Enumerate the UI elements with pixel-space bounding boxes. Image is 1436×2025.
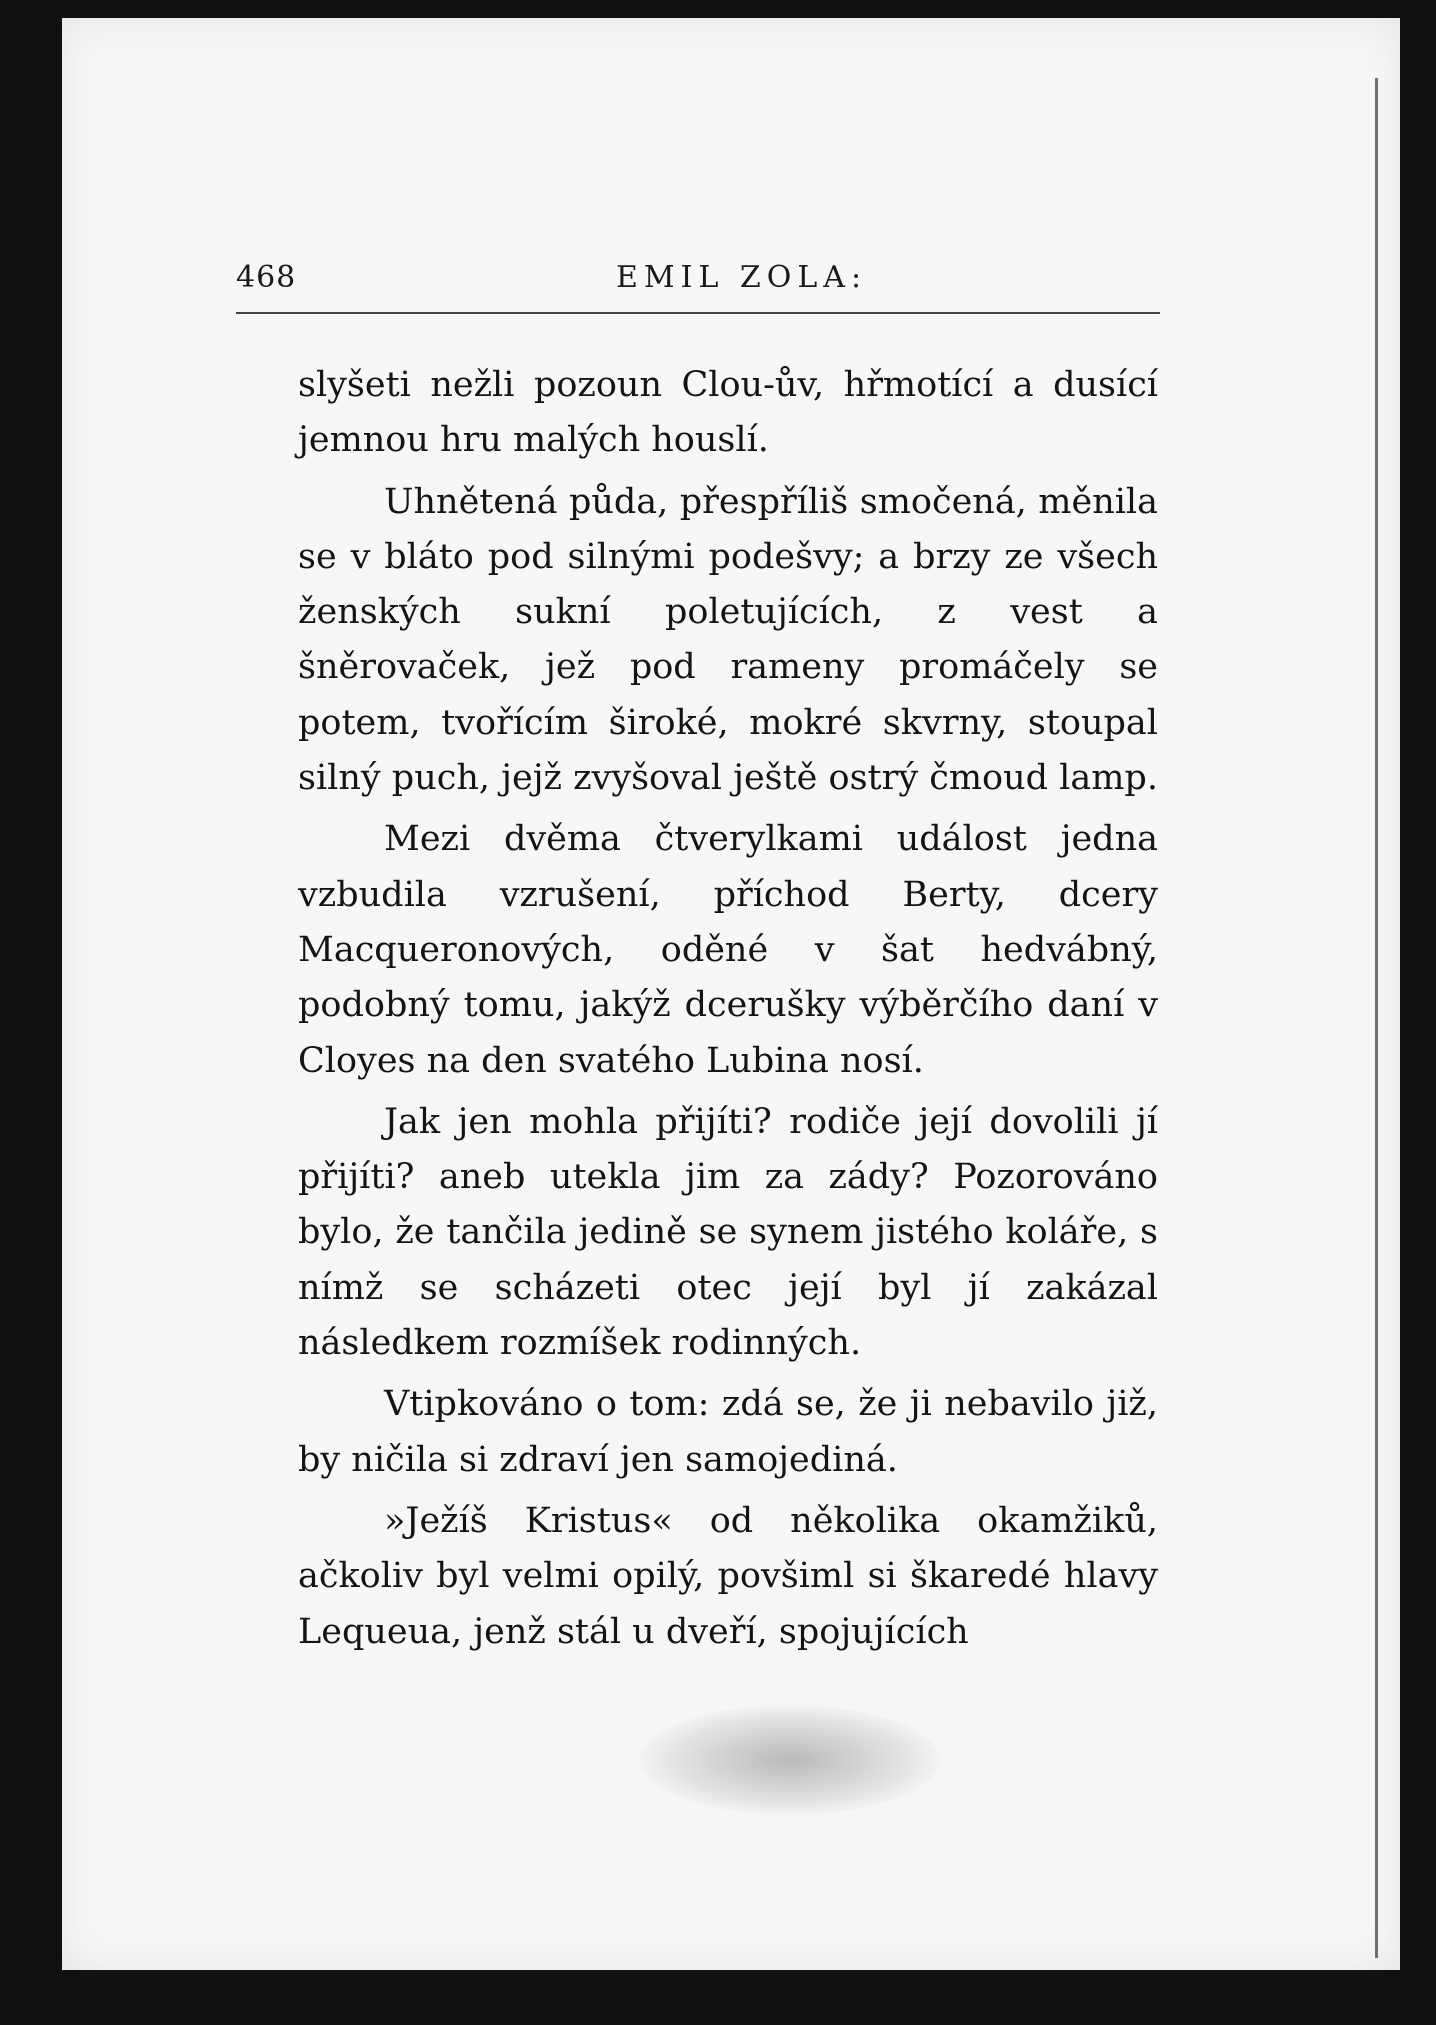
- page-edge: [1375, 78, 1388, 1958]
- ink-smudge: [640, 1705, 940, 1815]
- running-title: EMIL ZOLA:: [616, 260, 868, 295]
- paragraph-1: slyšeti nežli pozoun Clou-ův, hřmotící a dusící jemnou hru malých houslí.: [298, 365, 1158, 461]
- header-rule: [236, 312, 1160, 314]
- body-text: [298, 358, 1158, 1666]
- paragraph-2: Uhnětená půda, přespříliš smočená, měnila se v bláto pod silnými podešvy; a brzy ze všech ženských sukní poletujících, z vest a šněrovaček, jež pod rameny promáčely se potem, tvořícím široké, mokré skvrny, stoupal silný puch, jejž zvyšoval ještě ostrý čmoud lamp.: [298, 481, 1158, 799]
- paragraph-4: Jak jen mohla přijíti? rodiče její dovolili jí přijíti? aneb utekla jim za zády? Pozorováno bylo, že tančila jedině se synem jistého koláře, s nímž se scházeti otec její byl jí zakázal následkem rozmíšek rodinných.: [298, 1101, 1158, 1364]
- paragraph-3: Mezi dvěma čtverylkami událost jedna vzbudila vzrušení, příchod Berty, dcery Macqueronových, oděné v šat hedvábný, podobný tomu, jakýž dcerušky výběrčího daní v Cloyes na den svatého Lubina nosí.: [298, 819, 1158, 1081]
- paragraph-5: Vtipkováno o tom: zdá se, že ji nebavilo již, by ničila si zdraví jen samojediná.: [298, 1384, 1158, 1480]
- page-number: 468: [236, 260, 297, 295]
- paragraph-6: »Ježíš Kristus« od několika okamžiků, ačkoliv byl velmi opilý, povšiml si škaredé hlavy Lequeua, jenž stál u dveří, spojujících: [298, 1500, 1158, 1652]
- page-header: [236, 248, 1160, 308]
